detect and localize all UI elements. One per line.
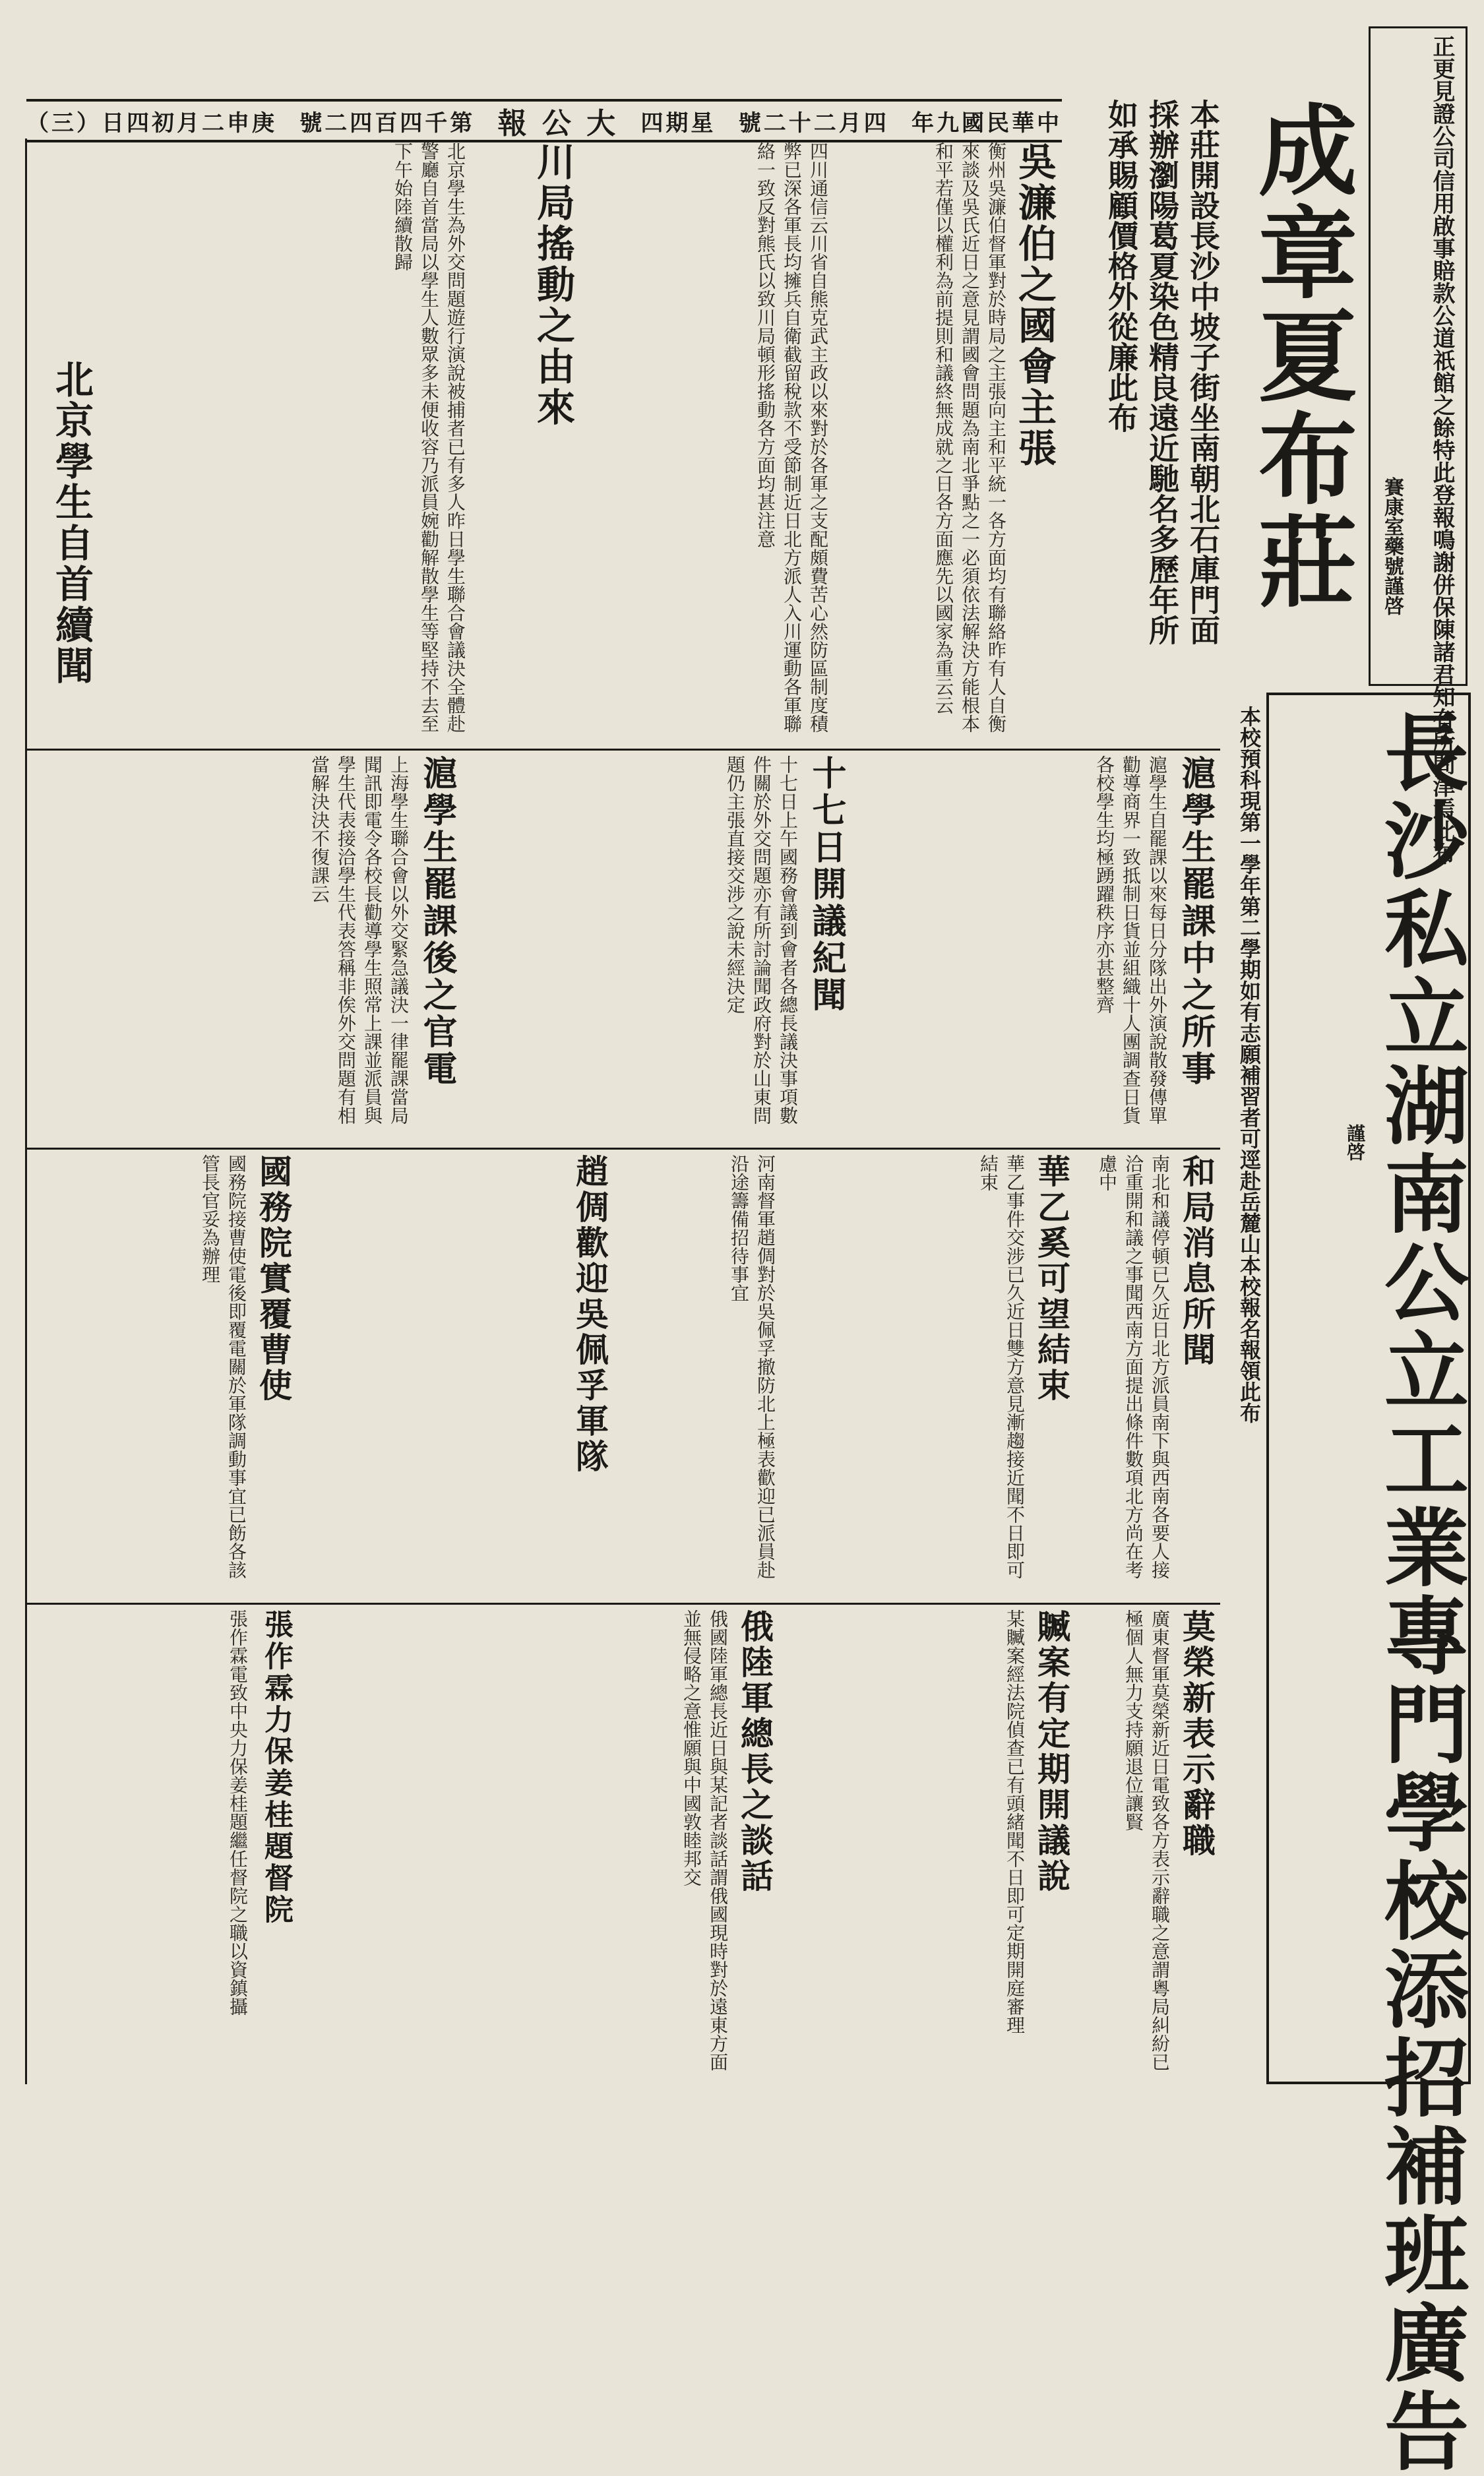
- masthead-left-date: （三）日四初月二申庚: [26, 109, 277, 137]
- article-beijing-headline: 北京學生自首續聞: [49, 359, 94, 687]
- masthead-date: 號二十二月四: [738, 109, 889, 137]
- article-huayi-headline: 華乙奚可望結束: [1032, 1154, 1071, 1404]
- school-ad-sign: 謹啓: [1344, 1124, 1366, 1161]
- article-shanghai-affairs-body: 滬學生自罷課以來每日分隊出外演說散發傳單勸導商界一致抵制日貨並組織十人團調查日貨各校學生均極踴躍秩序亦甚整齊: [1094, 755, 1168, 1125]
- cotton-shop-title: 成章夏布莊: [1241, 99, 1357, 613]
- article-zhao-headline: 趙倜歡迎吳佩孚軍隊: [571, 1154, 609, 1475]
- article-sichuan-headline: 川局搖動之由來: [530, 142, 575, 428]
- article-sichuan: [475, 142, 831, 742]
- article-huayi-body: 華乙事件交涉已久近日雙方意見漸趨接近聞不日即可結束: [977, 1154, 1026, 1579]
- article-state-council-body: 國務院接曹使電後即覆電關於軍隊調動事宜已飭各該管長官妥為辦理: [199, 1154, 247, 1579]
- article-17th-body: 十七日上午國務會議到會者各總長議決事項數件關於外交問題亦有所討論聞政府對於山東問題仍主張直接交涉之說未經決定: [724, 755, 799, 1125]
- article-17th-headline: 十七日開議紀聞: [806, 755, 846, 1014]
- school-ad-note: 本校預科現第一學年第二學期如有志願補習者可逕赴岳麓山本校報名報領此布: [1237, 706, 1262, 1423]
- divider-2: [26, 1148, 1220, 1150]
- article-zhao: [303, 1154, 778, 1596]
- correction-notice-text: 正更見證公司信用啟事賠款公道祇館之餘特此登報鳴謝併保陳諸君知有所問津焉此布: [1429, 35, 1455, 865]
- correction-notice: [1369, 26, 1468, 865]
- article-huayi: [785, 1154, 1075, 1596]
- article-shanghai-strike: [26, 755, 462, 1141]
- cotton-shop-body: 本莊開設長沙中坡子街坐南朝北石庫門面採辦瀏陽葛夏染色精良遠近馳名多歷年所如承賜顧價格外從廉此布: [1103, 99, 1221, 645]
- divider-3: [26, 1603, 1220, 1605]
- article-shanghai-affairs: [857, 755, 1220, 1141]
- article-russia-body: 俄國陸軍總長近日與某記者談話謂俄國現時對於遠東方面並無侵略之意惟願與中國敦睦邦交: [681, 1609, 729, 2071]
- article-zhang-body: 張作霖電致中央力保姜桂題繼任督院之職以資鎮攝: [227, 1609, 249, 2016]
- article-peace-body: 南北和議停頓已久近日北方派員南下與西南各要人接洽重開和議之事聞西南方面提出條件數項北方尚在考慮中: [1096, 1154, 1171, 1579]
- article-mo: [1082, 1609, 1220, 2084]
- article-shanghai-strike-headline: 滬學生罷課後之官電: [417, 755, 457, 1088]
- article-zhang: [26, 1609, 297, 2084]
- article-state-council: [26, 1154, 297, 1596]
- article-mo-body: 廣東督軍莫榮新近日電致各方表示辭職之意謂粵局糾紛已極個人無力支持願退位讓賢: [1123, 1609, 1171, 2071]
- article-peace-headline: 和局消息所聞: [1177, 1154, 1216, 1368]
- article-state-council-headline: 國務院實覆曹使: [254, 1154, 293, 1404]
- cotton-shop-ad: [1072, 26, 1362, 686]
- school-ad-note-box: [1223, 693, 1266, 2084]
- article-wu: [838, 142, 1062, 742]
- masthead-weekday: 四期星: [640, 109, 716, 137]
- article-wu-body: 衡州吳濂伯督軍對於時局之主張向主和平統一各方面均有聯絡昨有人自衡來談及吳氏近日之意見謂國會問題為南北爭點之一必須依法解決方能根本和平若僅以權利為前提則和議終無成就之日各方面應先以國家為重云云: [933, 142, 1007, 733]
- article-shanghai-strike-body: 上海學生聯合會以外交緊急議決一律罷課當局聞訊即電令各校長勸導學生照常上課並派員與學生代表接洽學生代表答稱非俟外交問題有相當解決決不復課云: [309, 755, 410, 1125]
- article-sichuan-body: 四川通信云川省自熊克武主政以來對於各軍之支配頗費苦心然防區制度積弊已深各軍長均擁兵自衛截留稅款不受節制近日北方派人入川運動各軍聯絡一致反對熊氏以致川局頓形搖動各方面均甚注意: [755, 142, 829, 733]
- article-shanghai-affairs-headline: 滬學生罷課中之所事: [1175, 755, 1216, 1088]
- school-ad-title: 長沙私立湖南公立工業專門學校添招補班廣告: [1370, 708, 1469, 2476]
- article-corruption: [785, 1609, 1075, 2084]
- masthead-issue: 號二四百四千第: [299, 109, 476, 137]
- article-wu-headline: 吳濂伯之國會主張: [1012, 142, 1057, 469]
- school-ad: [1266, 693, 1471, 2476]
- correction-signature: 賽康室藥號謹啓: [1380, 477, 1404, 615]
- masthead-year: 年九國民華中: [911, 109, 1062, 137]
- article-beijing-body: 北京學生為外交問題遊行演說被捕者已有多人昨日學生聯合會議決全體赴警廳自首當局以學生人數眾多未便收容乃派員婉勸解散學生等堅持不去至下午始陸續散歸: [392, 142, 466, 733]
- article-zhao-body: 河南督軍趙倜對於吳佩孚撤防北上極表歡迎已派員赴沿途籌備招待事宜: [728, 1154, 776, 1579]
- divider-1: [26, 749, 1220, 751]
- article-russia-headline: 俄陸軍總長之談話: [735, 1609, 774, 1894]
- masthead: [26, 99, 1062, 142]
- article-peace: [1082, 1154, 1220, 1596]
- article-mo-headline: 莫榮新表示辭職: [1177, 1609, 1216, 1859]
- article-zhang-headline: 張作霖力保姜桂題督院: [259, 1609, 293, 1926]
- article-corruption-body: 某贓案經法院偵查已有頭緒聞不日即可定期開庭審理: [1004, 1609, 1026, 2034]
- article-russia: [303, 1609, 778, 2084]
- article-17th: [468, 755, 851, 1141]
- article-corruption-headline: 贓案有定期開議說: [1032, 1609, 1071, 1894]
- article-beijing: [26, 142, 468, 742]
- masthead-title: 報 公 大: [497, 107, 619, 140]
